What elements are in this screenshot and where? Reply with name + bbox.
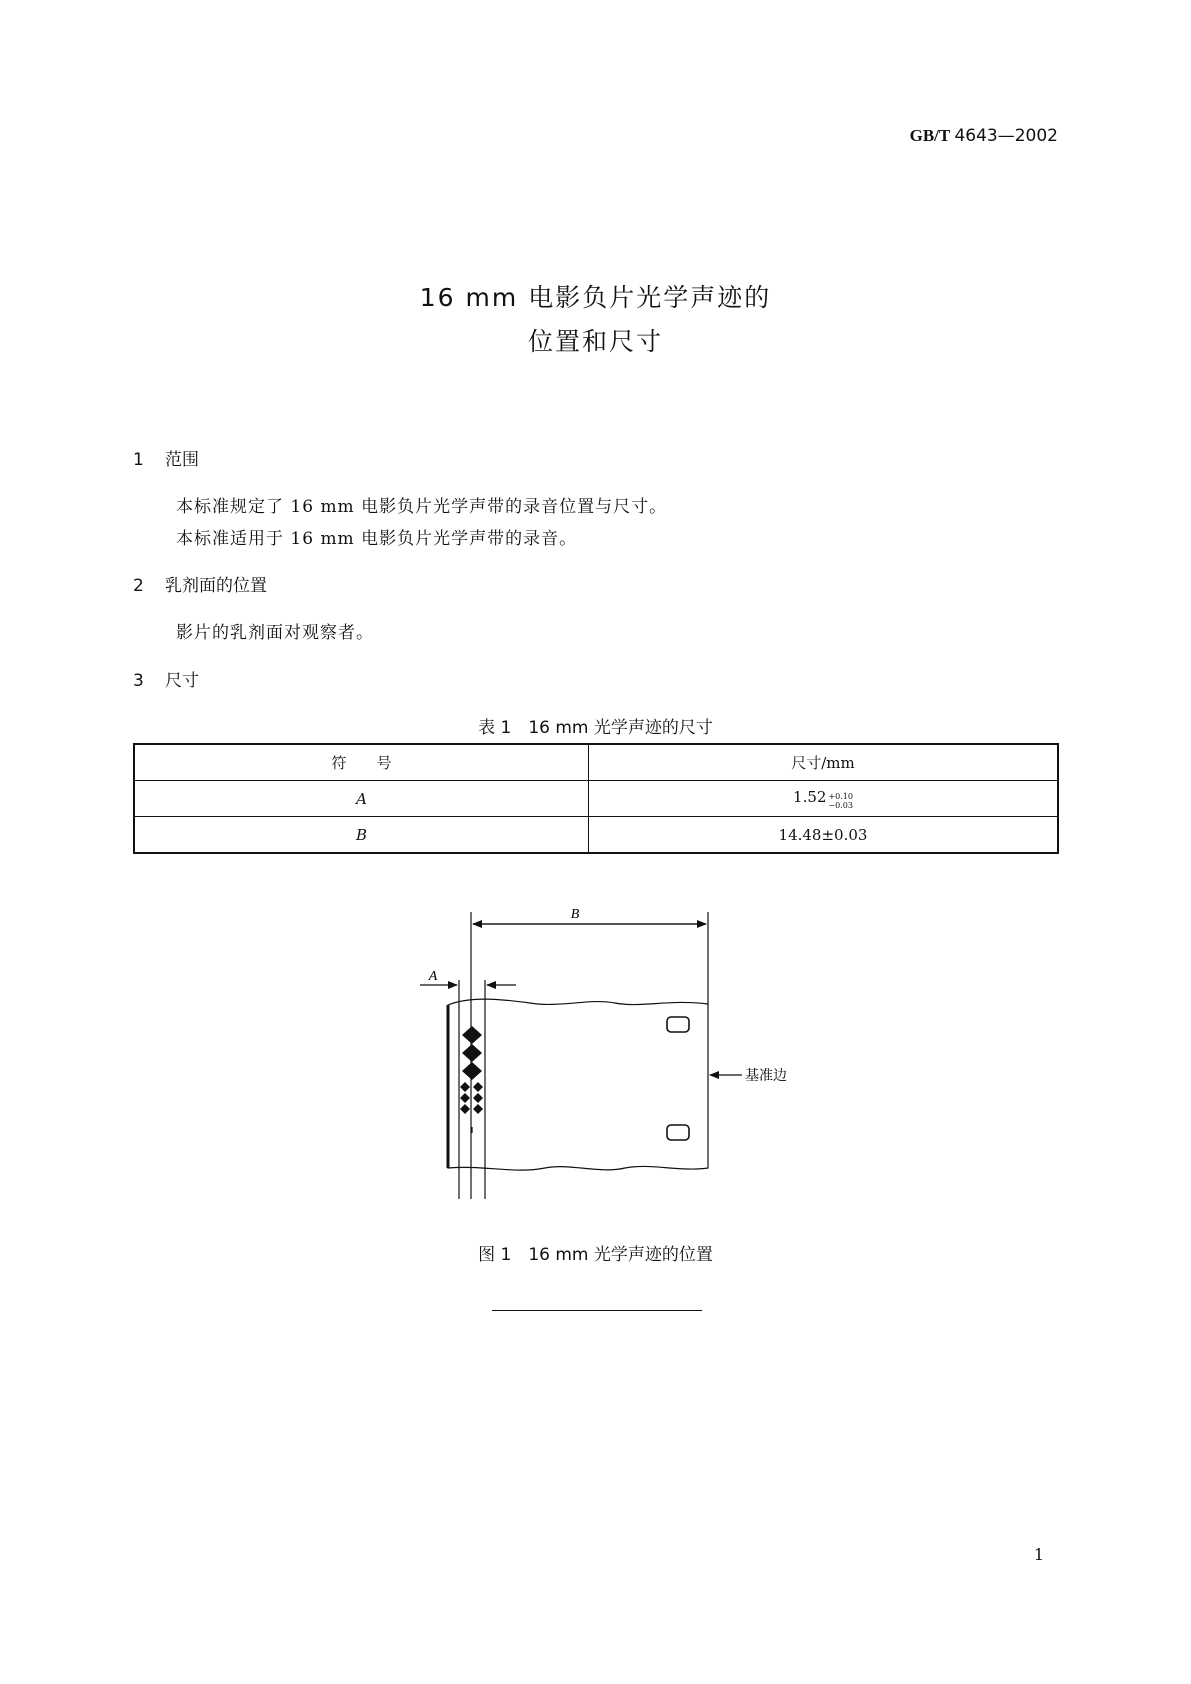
tolerance-lower: −0.03	[828, 800, 853, 810]
document-title-line-2: 位置和尺寸	[527, 327, 663, 356]
section-title: 范围	[165, 450, 199, 470]
symbol-cell: A	[134, 781, 589, 817]
soundtrack-position-figure	[400, 900, 800, 1210]
table-header-row	[134, 744, 1058, 781]
small-diamond	[460, 1082, 470, 1092]
document-title-line-1: 16 mm 电影负片光学声迹的	[419, 283, 772, 312]
section-title: 乳剂面的位置	[165, 576, 267, 596]
section-1-paragraph-2: 本标准适用于 16 mm 电影负片光学声带的录音。	[176, 529, 578, 549]
end-divider	[492, 1310, 702, 1311]
large-diamond	[462, 1044, 482, 1062]
small-diamond	[473, 1093, 483, 1103]
value-tolerance	[828, 792, 853, 810]
value-cell: 14.48±0.03	[589, 817, 1059, 854]
film-strip	[448, 999, 708, 1170]
standard-prefix: GB/T	[909, 126, 951, 145]
section-3-heading	[133, 666, 199, 691]
section-1-heading	[133, 445, 199, 470]
label-a: A	[428, 969, 438, 984]
tolerance-upper: +0.10	[828, 791, 853, 801]
section-1-paragraph-1: 本标准规定了 16 mm 电影负片光学声带的录音位置与尺寸。	[176, 497, 668, 517]
small-diamond	[460, 1104, 470, 1114]
section-title: 尺寸	[165, 671, 199, 691]
section-number: 3	[133, 671, 144, 691]
dimensions-table	[133, 743, 1059, 854]
section-2-heading	[133, 571, 267, 596]
small-diamond	[460, 1093, 470, 1103]
perforation	[667, 1125, 689, 1140]
table-row	[134, 781, 1058, 817]
large-diamond	[462, 1026, 482, 1044]
header-symbol: 符 号	[134, 744, 589, 781]
table-caption: 表 1 16 mm 光学声迹的尺寸	[478, 718, 713, 738]
standard-code: 4643—2002	[954, 126, 1058, 146]
page-number: 1	[1033, 1545, 1044, 1564]
small-diamond	[473, 1082, 483, 1092]
section-number: 1	[133, 450, 144, 470]
small-diamond	[473, 1104, 483, 1114]
header-dimension: 尺寸/mm	[589, 744, 1059, 781]
figure-caption: 图 1 16 mm 光学声迹的位置	[478, 1245, 713, 1265]
reference-edge-label: 基准边	[745, 1068, 787, 1084]
section-number: 2	[133, 576, 144, 596]
perforation	[667, 1017, 689, 1032]
value-nominal: 1.52	[793, 787, 827, 806]
label-b: B	[570, 907, 580, 922]
symbol-cell: B	[134, 817, 589, 854]
value-cell	[589, 781, 1059, 817]
large-diamond	[462, 1062, 482, 1080]
standard-number	[910, 126, 1058, 146]
table-row	[134, 817, 1058, 854]
section-2-paragraph-1: 影片的乳剂面对观察者。	[176, 623, 374, 643]
